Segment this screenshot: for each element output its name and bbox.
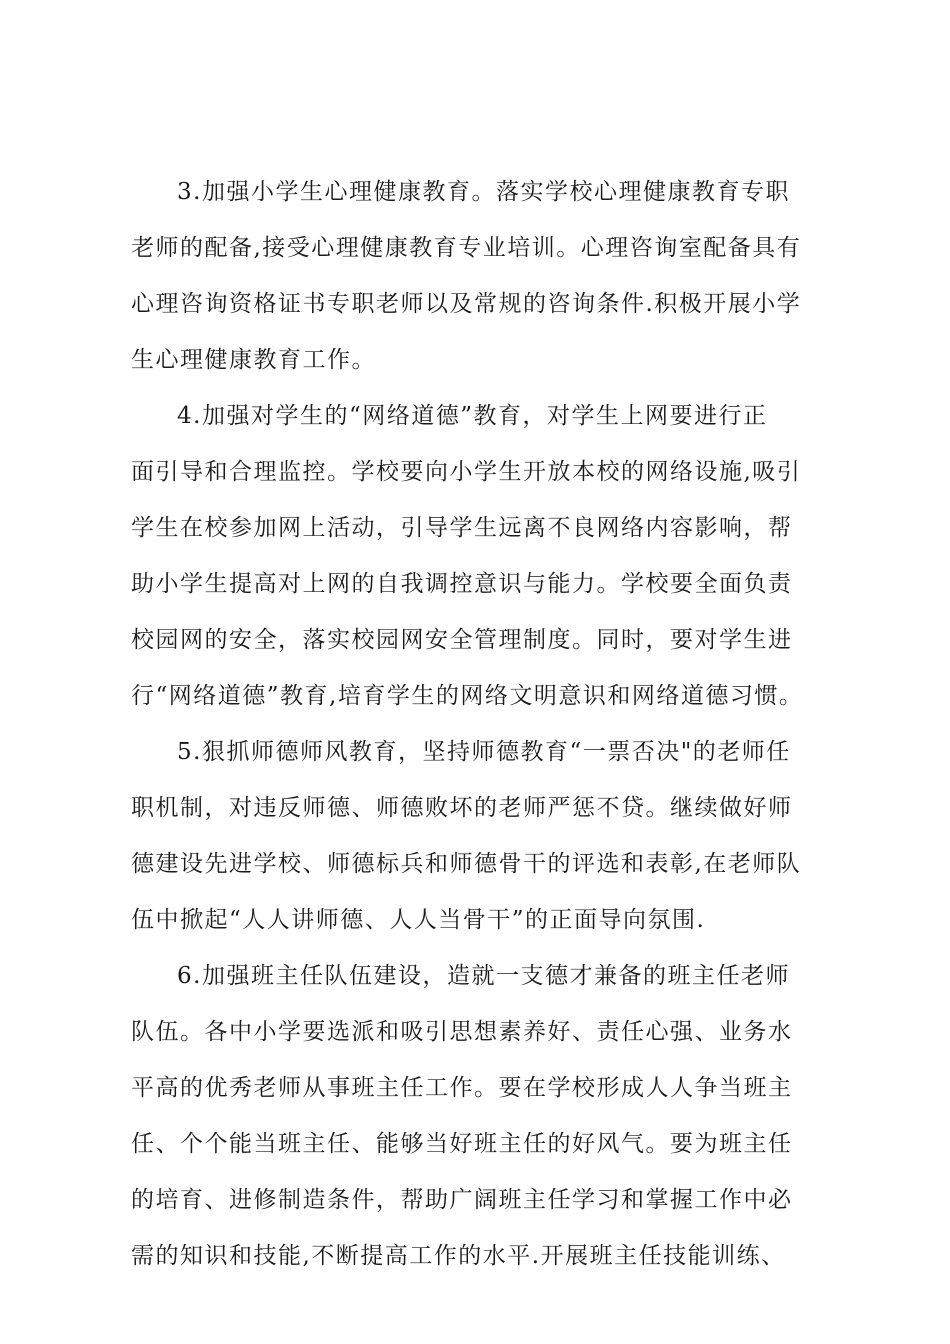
text-line: 面引导和合理监控。学校要向小学生开放本校的网络设施,吸引 <box>131 459 802 485</box>
text-line: 校园网的安全，落实校园网安全管理制度。同时，要对学生进 <box>131 627 793 653</box>
text-line: 助小学生提高对上网的自我调控意识与能力。学校要全面负责 <box>131 571 793 597</box>
text-line: 德建设先进学校、师德标兵和师德骨干的评选和表彰,在老师队 <box>131 851 802 877</box>
text-line: 任、个个能当班主任、能够当好班主任的好风气。要为班主任 <box>131 1131 793 1157</box>
text-line: 队伍。各中小学要选派和吸引思想素养好、责任心强、业务水 <box>131 1019 793 1045</box>
paragraph-4 <box>131 388 851 724</box>
text-line: 生心理健康教育工作。 <box>131 347 376 373</box>
text-line: 6.加强班主任队伍建设，造就一支德才兼备的班主任老师 <box>177 963 790 989</box>
text-line: 行“网络道德”教育,培育学生的网络文明意识和网络道德习惯。 <box>131 683 804 709</box>
text-line: 需的知识和技能,不断提高工作的水平.开展班主任技能训练、 <box>131 1243 786 1269</box>
paragraph-6 <box>131 948 851 1284</box>
paragraph-5 <box>131 724 851 948</box>
text-line: 3.加强小学生心理健康教育。落实学校心理健康教育专职 <box>177 179 790 205</box>
text-line: 4.加强对学生的“网络道德”教育，对学生上网要进行正 <box>177 403 768 429</box>
paragraph-3 <box>131 164 851 388</box>
text-line: 5.狠抓师德师风教育，坚持师德教育“一票否决"的老师任 <box>177 739 791 765</box>
document-body <box>131 164 851 1284</box>
text-line: 平高的优秀老师从事班主任工作。要在学校形成人人争当班主 <box>131 1075 793 1101</box>
text-line: 伍中掀起“人人讲师德、人人当骨干”的正面导向氛围. <box>131 907 706 933</box>
text-line: 老师的配备,接受心理健康教育专业培训。心理咨询室配备具有 <box>131 235 802 261</box>
text-line: 职机制，对违反师德、师德败坏的老师严惩不贷。继续做好师 <box>131 795 793 821</box>
text-line: 学生在校参加网上活动，引导学生远离不良网络内容影响，帮 <box>131 515 793 541</box>
text-line: 心理咨询资格证书专职老师以及常规的咨询条件.积极开展小学 <box>131 291 802 317</box>
text-line: 的培育、进修制造条件，帮助广阔班主任学习和掌握工作中必 <box>131 1187 793 1213</box>
